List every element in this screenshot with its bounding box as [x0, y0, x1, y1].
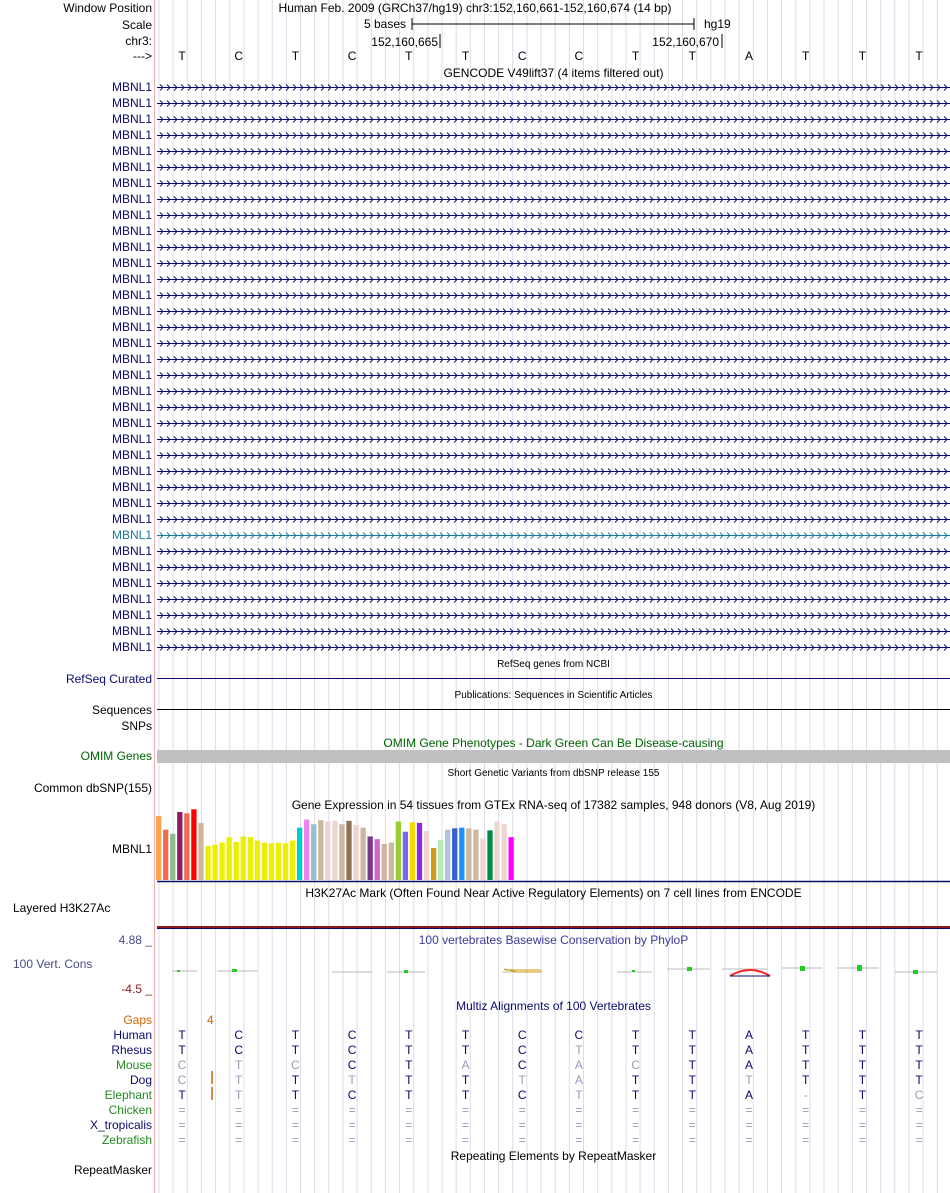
species-label[interactable]: Elephant: [104, 1088, 152, 1102]
alignment-base: T: [291, 1043, 300, 1057]
base-letter: C: [234, 49, 244, 63]
base-letter: A: [744, 49, 753, 63]
alignment-base: A: [744, 1058, 753, 1072]
alignment-base: =: [405, 1103, 413, 1117]
alignment-base: C: [631, 1058, 640, 1072]
alignment-base: =: [632, 1133, 640, 1147]
alignment-base: =: [235, 1118, 243, 1132]
alignment-base: =: [405, 1118, 413, 1132]
alignment-base: T: [405, 1088, 413, 1102]
alignment-base: =: [575, 1103, 583, 1117]
alignment-base: T: [802, 1058, 810, 1072]
species-label[interactable]: Zebrafish: [101, 1133, 152, 1147]
alignment-base: T: [291, 1088, 300, 1102]
scale-bases: 5 bases: [363, 17, 406, 31]
base-letter: C: [517, 49, 527, 63]
gtex-title: Gene Expression in 54 tissues from GTEx RNA-seq of 17382 samples, 948 donors (V8, Aug 2019): [291, 798, 816, 812]
alignment-base: =: [575, 1133, 583, 1147]
alignment-base: T: [915, 1028, 923, 1042]
gencode-transcript-label[interactable]: MBNL1: [111, 464, 152, 478]
alignment-base: =: [178, 1133, 186, 1147]
alignment-base: =: [291, 1103, 299, 1117]
gencode-transcript-label[interactable]: MBNL1: [111, 512, 152, 526]
alignment-base: C: [347, 1088, 357, 1102]
gencode-title: GENCODE V49lift37 (4 items filtered out): [443, 66, 664, 80]
alignment-base: C: [234, 1028, 244, 1042]
gencode-transcript-label[interactable]: MBNL1: [111, 576, 152, 590]
snps-label[interactable]: SNPs: [121, 719, 152, 733]
alignment-base: =: [745, 1118, 753, 1132]
alignment-base: =: [518, 1118, 526, 1132]
alignment-base: T: [235, 1088, 243, 1102]
omim-label[interactable]: OMIM Genes: [80, 749, 152, 763]
alignment-base: C: [177, 1058, 187, 1072]
alignment-base: =: [688, 1103, 696, 1117]
base-letter: C: [574, 49, 584, 63]
omim-title: OMIM Gene Phenotypes - Dark Green Can Be Disease-causing: [383, 736, 724, 750]
alignment-base: A: [574, 1058, 583, 1072]
base-letter: T: [291, 49, 300, 63]
alignment-base: T: [405, 1073, 413, 1087]
alignment-base: C: [177, 1073, 187, 1087]
alignment-base: C: [291, 1058, 300, 1072]
gencode-transcript-label[interactable]: MBNL1: [111, 160, 152, 174]
phylop-label[interactable]: 100 Vert. Cons: [13, 957, 93, 971]
alignment-base: =: [688, 1133, 696, 1147]
alignment-base: C: [347, 1058, 357, 1072]
publications-title: Publications: Sequences in Scientific Articles: [454, 690, 653, 701]
alignment-base: T: [688, 1043, 696, 1057]
gencode-transcript-label[interactable]: MBNL1: [111, 320, 152, 334]
window-position-value: Human Feb. 2009 (GRCh37/hg19) chr3:152,160,661-152,160,674 (14 bp): [278, 1, 672, 15]
gencode-transcript-label[interactable]: MBNL1: [111, 368, 152, 382]
alignment-base: C: [347, 1043, 357, 1057]
alignment-base: T: [575, 1043, 583, 1057]
alignment-base: C: [517, 1088, 527, 1102]
base-letter: T: [802, 49, 810, 63]
alignment-base: =: [348, 1118, 356, 1132]
coord-right: 152,160,670: [652, 35, 719, 49]
alignment-base: A: [461, 1058, 470, 1072]
alignment-base: =: [461, 1103, 469, 1117]
species-label[interactable]: Chicken: [108, 1103, 152, 1117]
gencode-transcript-label[interactable]: MBNL1: [111, 496, 152, 510]
scale-assembly: hg19: [704, 17, 731, 31]
gencode-transcript-label[interactable]: MBNL1: [111, 96, 152, 110]
species-label[interactable]: X_tropicalis: [89, 1118, 152, 1132]
alignment-base: =: [461, 1133, 469, 1147]
gencode-transcript-label[interactable]: MBNL1: [111, 560, 152, 574]
gtex-label[interactable]: MBNL1: [111, 842, 152, 856]
alignment-base: =: [575, 1118, 583, 1132]
alignment-base: T: [291, 1028, 300, 1042]
dbsnp-title: Short Genetic Variants from dbSNP release 155: [447, 768, 660, 779]
alignment-base: =: [348, 1103, 356, 1117]
gencode-transcript-label[interactable]: MBNL1: [111, 624, 152, 638]
coord-left: 152,160,665: [371, 35, 438, 49]
gencode-transcript-label[interactable]: MBNL1: [111, 592, 152, 606]
alignment-base: T: [461, 1088, 470, 1102]
refseq-title: RefSeq genes from NCBI: [497, 659, 610, 670]
alignment-base: =: [745, 1133, 753, 1147]
gencode-transcript-label[interactable]: MBNL1: [111, 336, 152, 350]
gencode-transcript-label[interactable]: MBNL1: [111, 304, 152, 318]
gencode-transcript-label[interactable]: MBNL1: [111, 432, 152, 446]
gencode-transcript-label[interactable]: MBNL1: [111, 448, 152, 462]
gencode-transcript-label[interactable]: MBNL1: [111, 640, 152, 654]
alignment-base: =: [235, 1133, 243, 1147]
alignment-base: T: [858, 1058, 867, 1072]
multiz-title: Multiz Alignments of 100 Vertebrates: [456, 999, 651, 1013]
alignment-base: T: [858, 1043, 867, 1057]
gencode-transcript-label[interactable]: MBNL1: [111, 480, 152, 494]
alignment-base: T: [802, 1073, 810, 1087]
repeatmasker-title: Repeating Elements by RepeatMasker: [450, 1149, 657, 1163]
alignment-base: =: [858, 1133, 866, 1147]
species-label[interactable]: Rhesus: [111, 1043, 152, 1057]
alignment-base: T: [688, 1028, 696, 1042]
alignment-base: C: [914, 1088, 924, 1102]
alignment-base: =: [915, 1133, 923, 1147]
gencode-transcript-label[interactable]: MBNL1: [111, 192, 152, 206]
alignment-base: T: [178, 1028, 186, 1042]
alignment-base: =: [291, 1118, 299, 1132]
species-label[interactable]: Dog: [129, 1073, 152, 1087]
alignment-base: T: [178, 1088, 186, 1102]
alignment-base: T: [688, 1073, 696, 1087]
gencode-transcript-label[interactable]: MBNL1: [111, 416, 152, 430]
alignment-base: =: [915, 1118, 923, 1132]
alignment-base: T: [235, 1073, 243, 1087]
h3k27ac-label[interactable]: Layered H3K27Ac: [13, 901, 111, 915]
alignment-base: =: [518, 1103, 526, 1117]
alignment-base: T: [745, 1073, 753, 1087]
alignment-base: C: [517, 1043, 527, 1057]
alignment-base: T: [631, 1073, 640, 1087]
alignment-base: T: [461, 1043, 470, 1057]
gencode-transcript-label[interactable]: MBNL1: [111, 400, 152, 414]
alignment-base: C: [517, 1058, 527, 1072]
alignment-base: =: [802, 1103, 810, 1117]
gencode-transcript-label[interactable]: MBNL1: [111, 240, 152, 254]
gaps-count: 4: [207, 1013, 214, 1027]
base-letter: C: [347, 49, 357, 63]
alignment-base: =: [178, 1118, 186, 1132]
alignment-base: T: [802, 1028, 810, 1042]
alignment-base: =: [461, 1118, 469, 1132]
alignment-base: =: [858, 1118, 866, 1132]
alignment-base: T: [348, 1073, 356, 1087]
gaps-label: Gaps: [123, 1013, 152, 1027]
alignment-base: C: [574, 1028, 584, 1042]
alignment-base: T: [631, 1028, 640, 1042]
alignment-base: T: [631, 1088, 640, 1102]
alignment-base: T: [461, 1028, 470, 1042]
base-letter: T: [688, 49, 696, 63]
alignment-base: =: [348, 1133, 356, 1147]
gencode-transcript-label[interactable]: MBNL1: [111, 144, 152, 158]
alignment-base: T: [178, 1043, 186, 1057]
base-letter: T: [461, 49, 470, 63]
phylop-max: 4.88 _: [118, 933, 152, 947]
alignment-base: T: [405, 1028, 413, 1042]
refseq-label[interactable]: RefSeq Curated: [65, 672, 152, 686]
alignment-base: T: [631, 1043, 640, 1057]
alignment-base: =: [291, 1133, 299, 1147]
alignment-base: T: [688, 1058, 696, 1072]
alignment-base: =: [802, 1133, 810, 1147]
alignment-base: =: [405, 1133, 413, 1147]
gencode-transcript-label[interactable]: MBNL1: [111, 608, 152, 622]
alignment-base: A: [574, 1073, 583, 1087]
scale-label: Scale: [121, 18, 152, 32]
gencode-transcript-label[interactable]: MBNL1: [111, 176, 152, 190]
alignment-base: T: [688, 1088, 696, 1102]
phylop-min: -4.5 _: [121, 982, 152, 996]
alignment-base: A: [744, 1028, 753, 1042]
strand-label: --->: [133, 49, 152, 63]
gencode-transcript-label[interactable]: MBNL1: [111, 208, 152, 222]
species-label[interactable]: Human: [113, 1028, 152, 1042]
gencode-transcript-label[interactable]: MBNL1: [111, 384, 152, 398]
base-letter: T: [631, 49, 640, 63]
alignment-base: T: [915, 1073, 923, 1087]
dbsnp-label[interactable]: Common dbSNP(155): [33, 781, 152, 795]
alignment-base: T: [858, 1028, 867, 1042]
gencode-transcript-label[interactable]: MBNL1: [111, 272, 152, 286]
alignment-base: C: [347, 1028, 357, 1042]
alignment-base: =: [632, 1103, 640, 1117]
alignment-base: =: [745, 1103, 753, 1117]
base-letter: T: [178, 49, 186, 63]
gencode-transcript-label[interactable]: MBNL1: [111, 224, 152, 238]
alignment-base: A: [744, 1088, 753, 1102]
alignment-base: =: [802, 1118, 810, 1132]
alignment-base: =: [632, 1118, 640, 1132]
publications-label[interactable]: Sequences: [91, 703, 152, 717]
alignment-base: T: [858, 1073, 867, 1087]
alignment-base: T: [858, 1088, 867, 1102]
alignment-base: T: [235, 1058, 243, 1072]
base-letter: T: [915, 49, 923, 63]
alignment-base: A: [744, 1043, 753, 1057]
alignment-base: T: [575, 1088, 583, 1102]
repeatmasker-label[interactable]: RepeatMasker: [73, 1163, 152, 1177]
base-letter: T: [405, 49, 413, 63]
alignment-base: T: [915, 1058, 923, 1072]
window-position-label: Window Position: [63, 1, 152, 15]
gencode-transcript-label[interactable]: MBNL1: [111, 528, 152, 542]
gencode-transcript-label[interactable]: MBNL1: [111, 352, 152, 366]
alignment-base: T: [291, 1073, 300, 1087]
alignment-base: T: [915, 1043, 923, 1057]
alignment-base: =: [235, 1103, 243, 1117]
phylop-title: 100 vertebrates Basewise Conservation by PhyloP: [418, 933, 689, 947]
alignment-base: C: [234, 1043, 244, 1057]
gencode-transcript-label[interactable]: MBNL1: [111, 288, 152, 302]
alignment-base: -: [803, 1088, 808, 1102]
gencode-transcript-label[interactable]: MBNL1: [111, 112, 152, 126]
base-letter: T: [858, 49, 867, 63]
alignment-base: =: [688, 1118, 696, 1132]
alignment-base: =: [858, 1103, 866, 1117]
gencode-transcript-label[interactable]: MBNL1: [111, 256, 152, 270]
alignment-base: =: [178, 1103, 186, 1117]
alignment-base: T: [518, 1073, 526, 1087]
gencode-transcript-label[interactable]: MBNL1: [111, 80, 152, 94]
alignment-base: T: [461, 1073, 470, 1087]
h3k27ac-title: H3K27Ac Mark (Often Found Near Active Regulatory Elements) on 7 cell lines from ENCODE: [305, 886, 802, 900]
gencode-transcript-label[interactable]: MBNL1: [111, 128, 152, 142]
alignment-base: T: [802, 1043, 810, 1057]
gencode-transcript-label[interactable]: MBNL1: [111, 544, 152, 558]
chrom-label: chr3:: [125, 34, 152, 48]
alignment-base: T: [405, 1058, 413, 1072]
alignment-base: =: [518, 1133, 526, 1147]
alignment-base: C: [517, 1028, 527, 1042]
alignment-base: T: [405, 1043, 413, 1057]
species-label[interactable]: Mouse: [115, 1058, 152, 1072]
alignment-base: =: [915, 1103, 923, 1117]
